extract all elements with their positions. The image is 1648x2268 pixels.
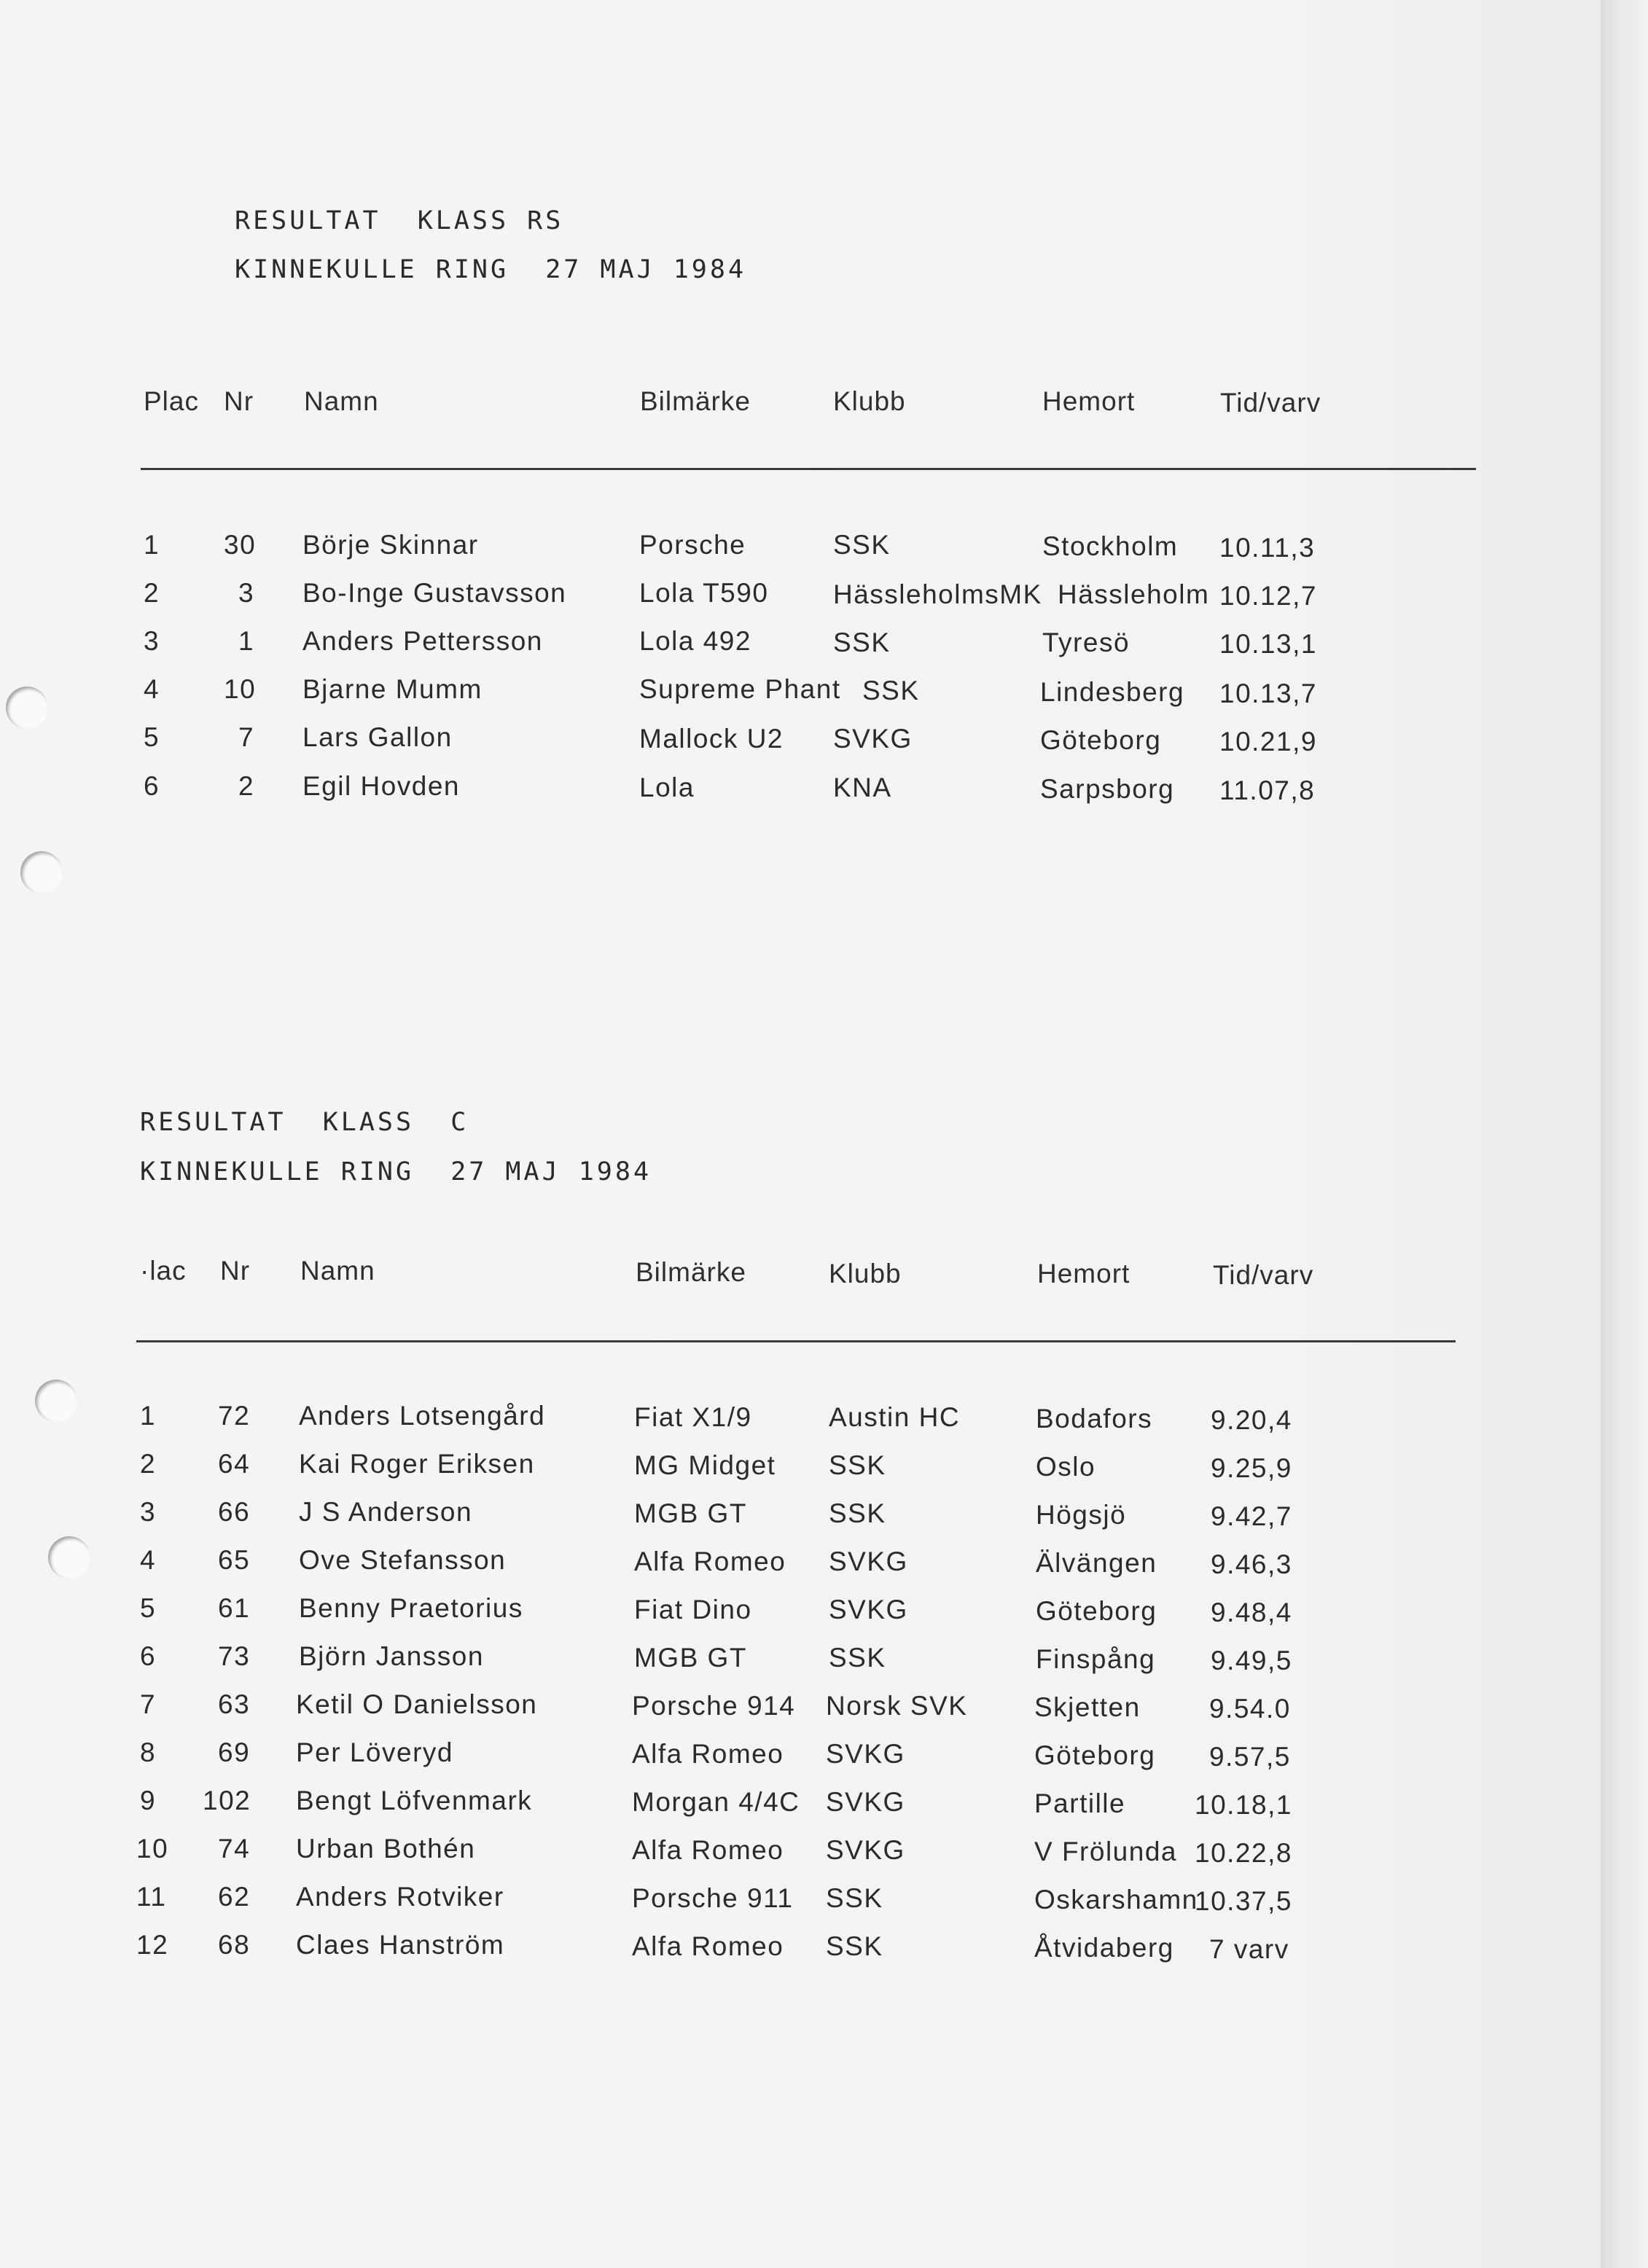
cell-klubb: SSK	[862, 676, 920, 705]
cell-namn: Kai Roger Eriksen	[299, 1449, 535, 1479]
cell-hemort: Bodafors	[1036, 1404, 1153, 1434]
cell-nr: 73	[218, 1641, 251, 1671]
cell-bilmarke: Supreme Phant	[639, 674, 841, 704]
cell-namn: Ove Stefansson	[299, 1545, 507, 1575]
cell-tid: 9.25,9	[1211, 1453, 1292, 1483]
cell-namn: Anders Lotsengård	[299, 1401, 546, 1431]
header-plac: Plac	[144, 386, 199, 416]
cell-nr: 10	[224, 674, 257, 704]
cell-nr: 63	[218, 1689, 251, 1719]
cell-namn: Urban Bothén	[296, 1834, 476, 1864]
cell-tid: 10.13,7	[1219, 679, 1317, 708]
cell-bilmarke: Fiat Dino	[634, 1595, 752, 1624]
punch-hole	[48, 1536, 90, 1579]
cell-hemort: Älvängen	[1036, 1548, 1157, 1578]
cell-tid: 10.37,5	[1195, 1886, 1292, 1916]
cell-nr: 74	[218, 1834, 251, 1864]
cell-plac: 6	[144, 771, 160, 801]
header-bilmarke: Bilmärke	[640, 386, 751, 416]
cell-namn: Björn Jansson	[299, 1641, 484, 1671]
cell-klubb: SSK	[833, 530, 891, 560]
cell-bilmarke: MG Midget	[634, 1450, 776, 1480]
cell-nr: 64	[218, 1449, 251, 1479]
cell-tid: 7 varv	[1209, 1934, 1289, 1964]
header-plac: ·lac	[140, 1256, 187, 1286]
cell-plac: 2	[144, 578, 160, 608]
cell-namn: Bengt Löfvenmark	[296, 1786, 533, 1815]
cell-bilmarke: Lola	[639, 773, 695, 802]
cell-hemort: Åtvidaberg	[1034, 1933, 1174, 1963]
cell-hemort: Tyresö	[1042, 627, 1130, 657]
cell-nr: 61	[218, 1593, 251, 1623]
cell-nr: 30	[224, 530, 257, 560]
cell-klubb: SVKG	[826, 1787, 905, 1817]
cell-hemort: Skjetten	[1034, 1692, 1141, 1722]
cell-bilmarke: Alfa Romeo	[632, 1931, 784, 1961]
cell-plac: 4	[140, 1545, 157, 1575]
section-title: RESULTAT KLASS RS	[235, 206, 564, 235]
cell-nr: 69	[218, 1737, 251, 1767]
cell-namn: Anders Rotviker	[296, 1882, 504, 1912]
paper-edge	[1601, 0, 1648, 2268]
cell-tid: 9.48,4	[1211, 1598, 1292, 1627]
cell-klubb: SVKG	[829, 1546, 908, 1576]
cell-plac: 9	[140, 1786, 157, 1815]
cell-tid: 9.54.0	[1209, 1694, 1291, 1724]
cell-nr: 102	[203, 1786, 251, 1815]
cell-namn: Anders Pettersson	[302, 626, 543, 656]
cell-bilmarke: Alfa Romeo	[632, 1835, 784, 1865]
header-nr: Nr	[220, 1256, 251, 1286]
cell-namn: Bo-Inge Gustavsson	[302, 578, 567, 608]
cell-nr: 2	[238, 771, 255, 801]
cell-klubb: SSK	[829, 1643, 886, 1673]
cell-plac: 1	[140, 1401, 157, 1431]
cell-klubb: SVKG	[829, 1595, 908, 1624]
cell-hemort: Partille	[1034, 1788, 1126, 1818]
cell-namn: Claes Hanström	[296, 1930, 505, 1960]
cell-plac: 3	[144, 626, 160, 656]
header-nr: Nr	[224, 386, 254, 416]
cell-plac: 11	[136, 1882, 167, 1912]
cell-plac: 7	[140, 1689, 157, 1719]
cell-namn: Börje Skinnar	[302, 530, 479, 560]
cell-bilmarke: Lola 492	[639, 626, 751, 656]
cell-hemort: Göteborg	[1034, 1740, 1156, 1770]
cell-nr: 68	[218, 1930, 251, 1960]
header-namn: Namn	[304, 386, 379, 416]
cell-klubb: KNA	[833, 773, 892, 802]
cell-klubb: SVKG	[826, 1835, 905, 1865]
section-title: RESULTAT KLASS C	[140, 1108, 469, 1137]
cell-namn: Per Löveryd	[296, 1737, 453, 1767]
header-namn: Namn	[300, 1256, 375, 1286]
cell-klubb: SSK	[833, 627, 891, 657]
cell-namn: Benny Praetorius	[299, 1593, 523, 1623]
header-tid: Tid/varv	[1220, 388, 1321, 418]
cell-nr: 7	[238, 722, 255, 752]
cell-plac: 8	[140, 1737, 157, 1767]
cell-tid: 9.42,7	[1211, 1501, 1292, 1531]
header-hemort: Hemort	[1042, 386, 1136, 416]
header-tid: Tid/varv	[1213, 1260, 1314, 1290]
cell-tid: 9.49,5	[1211, 1646, 1292, 1675]
cell-tid: 11.07,8	[1219, 775, 1316, 805]
cell-klubb: Austin HC	[829, 1402, 961, 1432]
cell-tid: 10.13,1	[1219, 629, 1317, 659]
cell-bilmarke: Morgan 4/4C	[632, 1787, 800, 1817]
header-hemort: Hemort	[1037, 1259, 1130, 1289]
cell-plac: 6	[140, 1641, 157, 1671]
cell-tid: 9.20,4	[1211, 1405, 1292, 1435]
cell-namn: Egil Hovden	[302, 771, 461, 801]
cell-nr: 1	[238, 626, 255, 656]
cell-bilmarke: MGB GT	[634, 1643, 747, 1673]
cell-hemort: Högsjö	[1036, 1500, 1127, 1530]
cell-hemort: Hässleholm	[1058, 579, 1210, 609]
cell-plac: 5	[140, 1593, 157, 1623]
cell-tid: 9.46,3	[1211, 1549, 1292, 1579]
cell-bilmarke: Fiat X1/9	[634, 1402, 752, 1432]
cell-nr: 3	[238, 578, 255, 608]
cell-bilmarke: MGB GT	[634, 1498, 747, 1528]
cell-nr: 72	[218, 1401, 251, 1431]
cell-hemort: Oskarshamn	[1034, 1885, 1198, 1915]
cell-klubb: SVKG	[833, 724, 913, 754]
cell-bilmarke: Porsche 914	[632, 1691, 796, 1721]
cell-tid: 10.22,8	[1195, 1838, 1292, 1868]
cell-namn: Lars Gallon	[302, 722, 453, 752]
cell-namn: J S Anderson	[299, 1497, 473, 1527]
cell-tid: 10.12,7	[1219, 581, 1317, 611]
section-subtitle: KINNEKULLE RING 27 MAJ 1984	[235, 255, 747, 284]
cell-tid: 10.21,9	[1219, 727, 1317, 756]
cell-hemort: V Frölunda	[1034, 1837, 1177, 1866]
cell-namn: Bjarne Mumm	[302, 674, 483, 704]
cell-plac: 3	[140, 1497, 157, 1527]
cell-tid: 10.18,1	[1195, 1790, 1292, 1820]
cell-nr: 65	[218, 1545, 251, 1575]
cell-nr: 66	[218, 1497, 251, 1527]
header-klubb: Klubb	[829, 1259, 902, 1289]
cell-bilmarke: Alfa Romeo	[634, 1546, 786, 1576]
cell-klubb: Norsk SVK	[826, 1691, 968, 1721]
cell-plac: 4	[144, 674, 160, 704]
cell-tid: 9.57,5	[1209, 1742, 1291, 1772]
cell-bilmarke: Porsche 911	[632, 1883, 794, 1913]
cell-hemort: Oslo	[1036, 1452, 1096, 1482]
punch-hole	[20, 851, 63, 893]
cell-hemort: Sarpsborg	[1040, 774, 1175, 804]
cell-plac: 10	[136, 1834, 169, 1864]
punch-hole	[6, 687, 48, 729]
header-rule	[141, 468, 1476, 470]
cell-nr: 62	[218, 1882, 251, 1912]
header-bilmarke: Bilmärke	[636, 1257, 746, 1287]
cell-namn: Ketil O Danielsson	[296, 1689, 538, 1719]
cell-klubb: HässleholmsMK	[833, 579, 1042, 609]
cell-plac: 12	[136, 1930, 169, 1960]
cell-hemort: Lindesberg	[1040, 677, 1185, 707]
cell-plac: 1	[144, 530, 160, 560]
section-subtitle: KINNEKULLE RING 27 MAJ 1984	[140, 1157, 652, 1186]
cell-hemort: Göteborg	[1036, 1596, 1157, 1626]
cell-klubb: SSK	[829, 1498, 886, 1528]
cell-plac: 2	[140, 1449, 157, 1479]
cell-bilmarke: Alfa Romeo	[632, 1739, 784, 1769]
cell-bilmarke: Mallock U2	[639, 724, 784, 754]
cell-klubb: SSK	[826, 1883, 883, 1913]
punch-hole	[35, 1380, 77, 1422]
cell-plac: 5	[144, 722, 160, 752]
cell-tid: 10.11,3	[1219, 533, 1316, 563]
header-klubb: Klubb	[833, 386, 906, 416]
cell-bilmarke: Lola T590	[639, 578, 769, 608]
cell-klubb: SSK	[826, 1931, 883, 1961]
header-rule	[136, 1340, 1456, 1342]
cell-hemort: Stockholm	[1042, 531, 1179, 561]
cell-klubb: SSK	[829, 1450, 886, 1480]
cell-hemort: Göteborg	[1040, 725, 1162, 755]
cell-klubb: SVKG	[826, 1739, 905, 1769]
cell-bilmarke: Porsche	[639, 530, 746, 560]
cell-hemort: Finspång	[1036, 1644, 1156, 1674]
